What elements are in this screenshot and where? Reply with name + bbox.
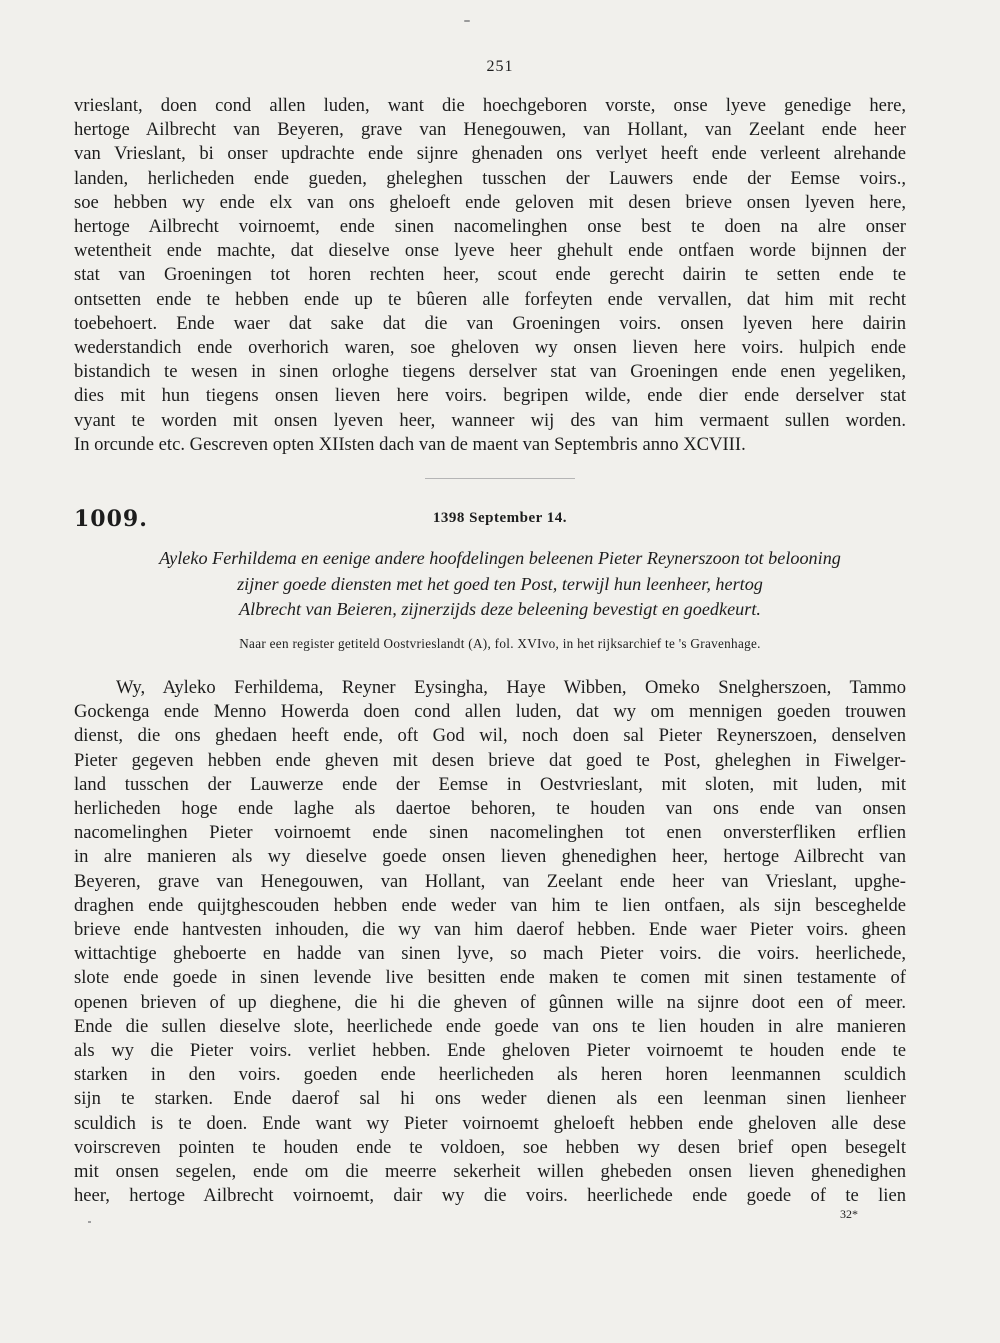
scan-artifact [464,20,470,22]
scan-artifact [88,1221,91,1223]
text-line: sculdich is te doen. Ende want wy Pieter voirnoemt gheloeft hebben ende gheloven alle dese [74,1112,906,1134]
text-line: Beyeren, grave van Henegouwen, van Hollant, van Zeelant ende heer van Vrieslant, upghe- [74,870,906,892]
text-line: voirscreven pointen te houden ende te voldoen, soe hebben wy desen brief open besegelt [74,1136,906,1158]
paragraph-continuation [74,94,906,457]
text-line: Pieter gegeven hebben ende gheven mit desen brieve dat goed te Post, gheleghen in Fiwelger- [74,749,906,771]
text-line: Wy, Ayleko Ferhildema, Reyner Eysingha, Haye Wibben, Omeko Snelgherszoen, Tammo [116,677,906,698]
text-line: stat van Groeningen tot horen rechten heer, scout ende gerecht dairin te setten ende te [74,264,906,286]
text-line: hertoge Ailbrecht van Beyeren, grave van Henegouwen, van Hollant, van Zeelant ende heer [74,119,906,141]
page-number: 251 [486,58,514,75]
text-line: wetentheit ende machte, dat dieselve onse lyeve heer ghehult ende ontfaen worde bijnnen der [74,240,906,262]
text-line: nacomelinghen Pieter voirnoemt ende sinen nacomelinghen tot enen onversterfliken erflien [74,822,906,844]
text-line: brieve ende hantvesten inhouden, die wy van him daerof hebben. Ende waer Pieter voirs. gheen [74,919,906,941]
text-line: landen, herlicheden ende gueden, gheleghen tusschen der Lauwers ende der Eemse voirs., [74,167,906,189]
source-note: Naar een register getiteld Oostvrieslandt (A), fol. XVIvo, in het rijksarchief te 's Gravenhage. [239,636,761,651]
text-line: dies mit hun tiegens onsen lieven here voirs. begripen wilde, ende dier ende derselver stat [74,385,906,407]
text-line: heer, hertoge Ailbrecht voirnoemt, dair wy die voirs. heerlichede ende goede of te lien [74,1185,906,1207]
text-line: openen brieven of up dieghene, die hi die gheven of gûnnen wille na sijnre doot een of meer. [74,991,906,1013]
text-line: starken in den voirs. goeden ende heerlicheden als heren horen leenmannen sculdich [74,1064,906,1086]
signature-mark: 32* [840,1207,858,1221]
text-line: draghen ende quijtghescouden hebben ende weder van him te lien ontfaen, als sijn besceghelde [74,894,906,916]
text-line: sijn te starken. Ende daerof sal hi ons weder dienen als een leenman sinen lienheer [74,1088,906,1110]
summary-line: Ayleko Ferhildema en eenige andere hoofdelingen beleenen Pieter Reynerszoon tot belooning [159,548,841,568]
text-line: mit onsen segelen, ende om die meerre sekerheit willen ghebeden onsen lieven ghenedighen [74,1161,906,1183]
text-line: dienst, die ons ghedaen heeft ende, oft God wil, noch doen sal Pieter Reynerszoen, denselven [74,725,906,747]
summary-line: Albrecht van Beieren, zijnerzijds deze beleening bevestigt en goedkeurt. [239,599,761,619]
text-line: wederstandich ende overhorich waren, soe gheloven wy onsen lieven here voirs. hulpich ende [74,337,906,359]
text-line: van Vrieslant, bi onser updrachte ende sijnre ghenaden ons verlyet heeft ende verleent alrehande [74,143,906,165]
text-line: Gockenga ende Menno Howerda doen cond allen luden, dat wy om mennigen goeden trouwen [74,701,906,723]
text-line: vrieslant, doen cond allen luden, want die hoechgeboren vorste, onse lyeve genedige here, [74,95,906,116]
document-summary [90,546,910,623]
text-line: toebehoert. Ende waer dat sake dat die van Groeningen voirs. onsen lyeven here dairin [74,312,906,334]
section-divider [425,478,575,479]
text-line: Ende die sullen dieselve slote, heerlichede ende goede van ons te lien houden in alre manieren [74,1015,906,1037]
text-line: hertoge Ailbrecht voirnoemt, ende sinen nacomelinghen onse best te doen na alre onser [74,216,906,238]
text-line: ontsetten ende te hebben ende up te bûeren alle forfeyten ende vervallen, dat him mit recht [74,288,906,310]
text-line: land tusschen der Lauwerze ende der Eemse in Oestvrieslant, mit sloten, mit luden, mit [74,773,906,795]
text-line: in alre manieren als wy dieselve goede onsen lieven ghenedighen heer, hertoge Ailbrecht van [74,846,906,868]
document-date: 1398 September 14. [432,510,568,526]
summary-line: zijner goede diensten met het goed ten Post, terwijl hun leenheer, hertog [237,573,763,594]
text-line: slote ende goede in sinen levende live besitten ende maken te comen mit sinen testamente of [74,967,906,989]
text-line: soe hebben wy ende elx van ons gheloeft ende geloven mit desen brieve onsen lyeven here, [74,191,906,213]
text-line: als wy die Pieter voirs. verliet hebben. Ende gheloven Pieter voirnoemt te houden ende te [74,1040,906,1062]
text-line: wittachtige gheboerte en hadde van sinen lyve, so mach Pieter voirs. die voirs. heerlichede, [74,943,906,965]
text-line: In orcunde etc. Gescreven opten XIIsten dach van de maent van Septembris anno XCVIII. [74,433,746,455]
text-line: vyant te worden mit onsen lyeven heer, wanneer wij des van him vermaent sullen worden. [74,409,906,431]
text-line: herlicheden hoge ende laghe als daertoe behoren, te houden van ons ende van onsen [74,798,906,820]
text-line: bistandich te wesen in sinen orloghe tiegens derselver stat van Groeningen ende enen yegeliken, [74,361,906,383]
document-number: 1009. [74,506,148,532]
charter-text [74,676,906,1208]
